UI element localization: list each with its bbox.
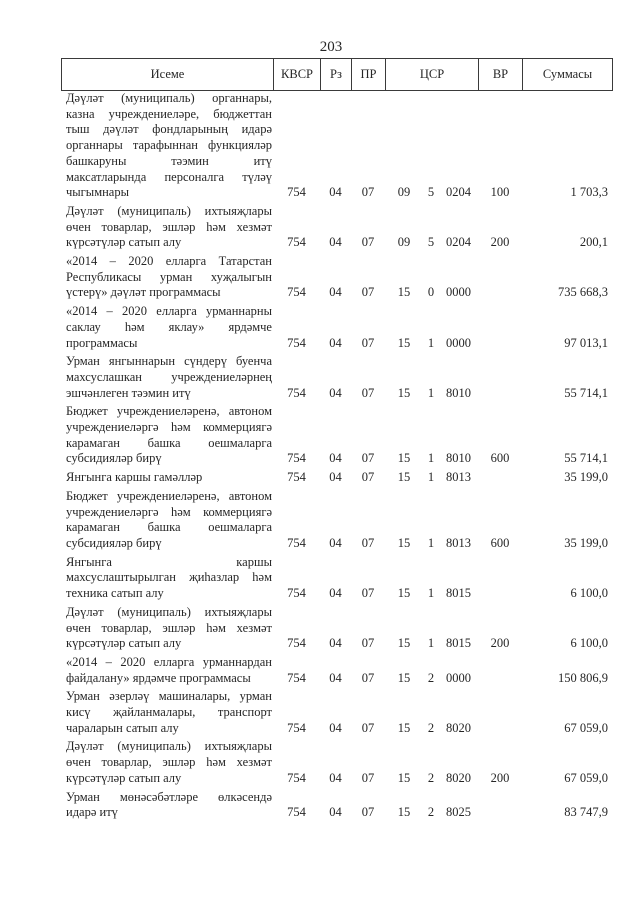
rz-cell: 04	[329, 285, 342, 300]
pr-cell: 07	[361, 586, 375, 601]
csr-subprogram-cell: 2	[427, 670, 435, 685]
row-name-line: күрсәтүләр сатып алу	[66, 235, 182, 250]
row-name-line: тыш дәүләт фондларының идарә	[66, 122, 272, 137]
kvsr-cell: 754	[287, 285, 306, 300]
row-name-line: карамаган башка оешмаларга	[66, 520, 272, 535]
sum-cell: 6 100,0	[570, 636, 608, 651]
table-row	[61, 605, 613, 652]
row-name-line: Урман янгыннарын сүндерү буенча	[66, 354, 272, 369]
pr-cell: 07	[361, 720, 375, 735]
table-row	[61, 655, 613, 686]
csr-subprogram-cell: 1	[427, 470, 435, 485]
sum-cell: 735 668,3	[558, 285, 608, 300]
csr-program-cell: 15	[397, 385, 411, 400]
row-name-line: максатларында персоналга түләү	[66, 169, 272, 184]
csr-subprogram-cell: 1	[427, 535, 435, 550]
csr-item-cell: 8025	[446, 805, 471, 820]
rz-cell: 04	[329, 805, 342, 820]
sum-cell: 55 714,1	[564, 385, 608, 400]
row-name-line: Янгынга каршы	[66, 554, 272, 569]
rz-cell: 04	[329, 185, 342, 200]
csr-item-cell: 0000	[446, 285, 471, 300]
row-name-line: эшчәнлеген тәэмин итү	[66, 385, 191, 400]
row-name-line: башкаруны тәэмин итү	[66, 153, 272, 168]
csr-program-cell: 15	[397, 535, 411, 550]
pr-cell: 07	[361, 235, 375, 250]
rz-cell: 04	[329, 535, 342, 550]
table-row	[61, 91, 613, 201]
rz-cell: 04	[329, 636, 342, 651]
row-name-line: махсуслаштырылган җиһазлар һәм	[66, 570, 272, 585]
header-pr: ПР	[351, 59, 385, 90]
row-name-cell	[61, 254, 273, 301]
row-name-line: өчен товарлар, эшләр һәм хезмәт	[66, 620, 272, 635]
csr-subprogram-cell: 2	[427, 805, 435, 820]
kvsr-cell: 754	[287, 185, 306, 200]
pr-cell: 07	[361, 636, 375, 651]
row-name-cell	[61, 605, 273, 652]
row-name-line: чыгымнары	[66, 185, 130, 200]
csr-item-cell: 8020	[446, 770, 471, 785]
pr-cell: 07	[361, 805, 375, 820]
csr-item-cell: 0204	[446, 185, 471, 200]
kvsr-cell: 754	[287, 335, 306, 350]
csr-subprogram-cell: 2	[427, 720, 435, 735]
row-name-line: техника сатып алу	[66, 586, 164, 601]
csr-program-cell: 15	[397, 285, 411, 300]
csr-item-cell: 8015	[446, 636, 471, 651]
pr-cell: 07	[361, 470, 375, 485]
csr-program-cell: 09	[397, 235, 411, 250]
csr-item-cell: 0000	[446, 670, 471, 685]
rz-cell: 04	[329, 670, 342, 685]
header-kvsr: КВСР	[273, 59, 320, 90]
row-name-line: Урман әзерләү машиналары, урман	[66, 689, 272, 704]
vr-cell: 200	[490, 235, 510, 250]
csr-item-cell: 8013	[446, 470, 471, 485]
sum-cell: 67 059,0	[564, 770, 608, 785]
csr-subprogram-cell: 1	[427, 335, 435, 350]
csr-subprogram-cell: 2	[427, 770, 435, 785]
csr-item-cell: 8015	[446, 586, 471, 601]
row-name-line: органнары тарафыннан функцияләр	[66, 138, 272, 153]
kvsr-cell: 754	[287, 636, 306, 651]
row-name-line: Дәүләт (муниципаль) органнары,	[66, 91, 272, 105]
csr-item-cell: 8020	[446, 720, 471, 735]
sum-cell: 55 714,1	[564, 451, 608, 466]
table-row	[61, 555, 613, 602]
row-name-line: учреждениеләргә һәм коммерциягә	[66, 420, 272, 435]
sum-cell: 83 747,9	[564, 805, 608, 820]
row-name-line: учреждениеләргә һәм коммерциягә	[66, 504, 272, 519]
pr-cell: 07	[361, 385, 375, 400]
kvsr-cell: 754	[287, 670, 306, 685]
row-name-cell	[61, 354, 273, 401]
table-row	[61, 304, 613, 351]
header-rz: Рз	[320, 59, 351, 90]
csr-item-cell: 8010	[446, 451, 471, 466]
csr-program-cell: 15	[397, 586, 411, 601]
sum-cell: 97 013,1	[564, 335, 608, 350]
row-name-line: субсидияләр бирү	[66, 451, 162, 466]
kvsr-cell: 754	[287, 451, 306, 466]
sum-cell: 6 100,0	[570, 586, 608, 601]
row-name-line: Бюджет учреждениеләренә, автоном	[66, 404, 272, 419]
rz-cell: 04	[329, 720, 342, 735]
rz-cell: 04	[329, 451, 342, 466]
pr-cell: 07	[361, 535, 375, 550]
vr-cell: 600	[490, 535, 510, 550]
row-name-line: «2014 – 2020 елларга урманнардан	[66, 654, 272, 669]
pr-cell: 07	[361, 670, 375, 685]
row-name-line: идарә итү	[66, 805, 118, 820]
csr-program-cell: 15	[397, 470, 411, 485]
rz-cell: 04	[329, 385, 342, 400]
row-name-line: Янгынга каршы гамәлләр	[66, 470, 203, 485]
csr-subprogram-cell: 5	[427, 185, 435, 200]
header-csr: ЦСР	[385, 59, 478, 90]
table-row	[61, 354, 613, 401]
row-name-line: Дәүләт (муниципаль) ихтыяҗлары	[66, 739, 272, 754]
row-name-line: Дәүләт (муниципаль) ихтыяҗлары	[66, 203, 272, 218]
row-name-line: күрсәтүләр сатып алу	[66, 636, 182, 651]
rz-cell: 04	[329, 470, 342, 485]
row-name-cell	[61, 91, 273, 201]
pr-cell: 07	[361, 770, 375, 785]
row-name-cell	[61, 404, 273, 467]
csr-program-cell: 15	[397, 720, 411, 735]
csr-program-cell: 15	[397, 805, 411, 820]
csr-item-cell: 0204	[446, 235, 471, 250]
kvsr-cell: 754	[287, 235, 306, 250]
row-name-line: Дәүләт (муниципаль) ихтыяҗлары	[66, 604, 272, 619]
table-row	[61, 404, 613, 467]
csr-item-cell: 0000	[446, 335, 471, 350]
csr-subprogram-cell: 5	[427, 235, 435, 250]
row-name-cell	[61, 790, 273, 821]
pr-cell: 07	[361, 451, 375, 466]
csr-item-cell: 8013	[446, 535, 471, 550]
row-name-line: субсидияләр бирү	[66, 535, 162, 550]
row-name-line: Урман мөнәсәбәтләре өлкәсендә	[66, 789, 272, 804]
row-name-line: махсуслашкан учреждениеләрнең	[66, 369, 272, 384]
header-vr: ВР	[478, 59, 522, 90]
header-sum: Суммасы	[522, 59, 613, 90]
row-name-cell	[61, 489, 273, 552]
kvsr-cell: 754	[287, 770, 306, 785]
rz-cell: 04	[329, 235, 342, 250]
pr-cell: 07	[361, 335, 375, 350]
row-name-line: өчен товарлар, эшләр һәм хезмәт	[66, 219, 272, 234]
table-row	[61, 689, 613, 736]
csr-subprogram-cell: 1	[427, 385, 435, 400]
csr-subprogram-cell: 1	[427, 636, 435, 651]
header-name: Исеме	[61, 59, 273, 90]
row-name-line: кисү җайланмалары, транспорт	[66, 705, 272, 720]
csr-program-cell: 15	[397, 770, 411, 785]
row-name-cell	[61, 304, 273, 351]
csr-program-cell: 15	[397, 636, 411, 651]
csr-program-cell: 09	[397, 185, 411, 200]
csr-subprogram-cell: 0	[427, 285, 435, 300]
table-row	[61, 489, 613, 552]
row-name-cell	[61, 655, 273, 686]
csr-program-cell: 15	[397, 335, 411, 350]
csr-subprogram-cell: 1	[427, 451, 435, 466]
kvsr-cell: 754	[287, 470, 306, 485]
kvsr-cell: 754	[287, 805, 306, 820]
row-name-line: карамаган башка оешмаларга	[66, 435, 272, 450]
pr-cell: 07	[361, 285, 375, 300]
table-row	[61, 254, 613, 301]
table-body	[61, 91, 613, 824]
pr-cell: 07	[361, 185, 375, 200]
csr-program-cell: 15	[397, 451, 411, 466]
rz-cell: 04	[329, 335, 342, 350]
vr-cell: 100	[490, 185, 510, 200]
row-name-line: «2014 – 2020 елларга Татарстан	[66, 254, 272, 269]
row-name-cell	[61, 204, 273, 251]
row-name-cell	[61, 689, 273, 736]
kvsr-cell: 754	[287, 586, 306, 601]
csr-subprogram-cell: 1	[427, 586, 435, 601]
row-name-line: өчен товарлар, эшләр һәм хезмәт	[66, 755, 272, 770]
sum-cell: 35 199,0	[564, 470, 608, 485]
sum-cell: 67 059,0	[564, 720, 608, 735]
row-name-line: файдалану» ярдәмче программасы	[66, 670, 251, 685]
row-name-line: программасы	[66, 335, 138, 350]
row-name-line: «2014 – 2020 елларга урманнарны	[66, 304, 272, 319]
rz-cell: 04	[329, 586, 342, 601]
row-name-line: үстерү» дәүләт программасы	[66, 285, 221, 300]
rz-cell: 04	[329, 770, 342, 785]
table-header	[61, 58, 613, 91]
table-row	[61, 204, 613, 251]
sum-cell: 150 806,9	[558, 670, 608, 685]
row-name-line: Бюджет учреждениеләренә, автоном	[66, 488, 272, 503]
row-name-cell	[61, 739, 273, 786]
vr-cell: 600	[490, 451, 510, 466]
page-number: 203	[319, 39, 343, 55]
row-name-line: чараларын сатып алу	[66, 720, 179, 735]
kvsr-cell: 754	[287, 535, 306, 550]
vr-cell: 200	[490, 770, 510, 785]
kvsr-cell: 754	[287, 720, 306, 735]
row-name-line: саклау һәм яклау» ярдәмче	[66, 319, 272, 334]
row-name-line: күрсәтүләр сатып алу	[66, 770, 182, 785]
sum-cell: 35 199,0	[564, 535, 608, 550]
kvsr-cell: 754	[287, 385, 306, 400]
csr-program-cell: 15	[397, 670, 411, 685]
row-name-cell	[61, 555, 273, 602]
table-row	[61, 470, 613, 486]
row-name-line: Республикасы урман хуҗалыгын	[66, 269, 272, 284]
vr-cell: 200	[490, 636, 510, 651]
csr-item-cell: 8010	[446, 385, 471, 400]
row-name-line: казна учреждениеләре, бюджеттан	[66, 106, 272, 121]
sum-cell: 1 703,3	[570, 185, 608, 200]
table-row	[61, 739, 613, 786]
row-name-cell	[61, 470, 273, 486]
table-row	[61, 790, 613, 821]
sum-cell: 200,1	[579, 235, 608, 250]
